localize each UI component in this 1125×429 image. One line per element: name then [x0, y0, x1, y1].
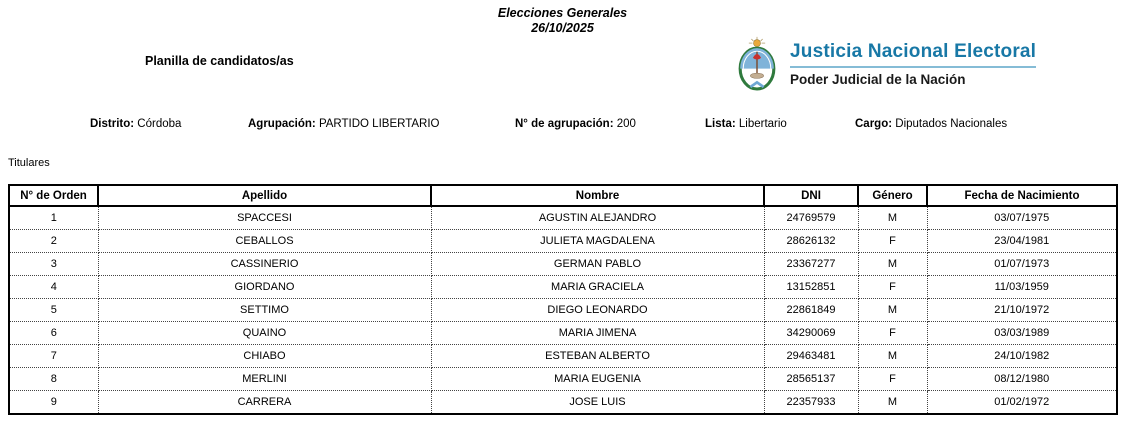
col-header-genero: Género: [858, 185, 927, 206]
cell-dni: 22357933: [764, 391, 858, 415]
logo-underline: [790, 66, 1036, 68]
jne-logo: [733, 36, 1036, 92]
cell-fecha: 11/03/1959: [927, 276, 1117, 299]
cell-apellido: CASSINERIO: [98, 253, 431, 276]
col-header-fecha: Fecha de Nacimiento: [927, 185, 1117, 206]
cell-nombre: MARIA EUGENIA: [431, 368, 764, 391]
cell-nombre: GERMAN PABLO: [431, 253, 764, 276]
page-title-date: 26/10/2025: [531, 21, 594, 35]
cell-nombre: AGUSTIN ALEJANDRO: [431, 206, 764, 230]
cell-genero: F: [858, 230, 927, 253]
cell-apellido: MERLINI: [98, 368, 431, 391]
cell-apellido: QUAINO: [98, 322, 431, 345]
col-header-apellido: Apellido: [98, 185, 431, 206]
cell-apellido: GIORDANO: [98, 276, 431, 299]
cell-orden: 5: [9, 299, 98, 322]
cell-orden: 9: [9, 391, 98, 415]
cell-nombre: MARIA JIMENA: [431, 322, 764, 345]
cell-orden: 8: [9, 368, 98, 391]
table-row: [9, 206, 1117, 230]
table-row: [9, 299, 1117, 322]
cell-nombre: DIEGO LEONARDO: [431, 299, 764, 322]
info-numero-agrupacion-label: N° de agrupación:: [515, 118, 614, 130]
cell-apellido: SPACCESI: [98, 206, 431, 230]
cell-fecha: 08/12/1980: [927, 368, 1117, 391]
info-lista-value: Libertario: [738, 118, 787, 130]
info-numero-agrupacion-value: 200: [616, 118, 636, 130]
cell-dni: 28565137: [764, 368, 858, 391]
cell-fecha: 01/07/1973: [927, 253, 1117, 276]
info-cargo: [855, 118, 1007, 130]
info-lista-label: Lista:: [705, 118, 736, 130]
cell-orden: 4: [9, 276, 98, 299]
cell-orden: 3: [9, 253, 98, 276]
cell-dni: 23367277: [764, 253, 858, 276]
cell-fecha: 24/10/1982: [927, 345, 1117, 368]
info-agrupacion-value: PARTIDO LIBERTARIO: [318, 118, 440, 130]
cell-fecha: 01/02/1972: [927, 391, 1117, 415]
cell-dni: 28626132: [764, 230, 858, 253]
table-row: [9, 276, 1117, 299]
cell-fecha: 03/07/1975: [927, 206, 1117, 230]
cell-genero: M: [858, 299, 927, 322]
cell-fecha: 23/04/1981: [927, 230, 1117, 253]
col-header-nombre: Nombre: [431, 185, 764, 206]
section-label-titulares: Titulares: [8, 157, 50, 169]
page-title: Elecciones Generales: [497, 6, 628, 20]
cell-orden: 1: [9, 206, 98, 230]
info-distrito-label: Distrito:: [90, 118, 135, 130]
cell-fecha: 03/03/1989: [927, 322, 1117, 345]
logo-text-block: [790, 41, 1036, 87]
cell-genero: F: [858, 322, 927, 345]
table-row: [9, 230, 1117, 253]
cell-dni: 34290069: [764, 322, 858, 345]
col-header-orden: N° de Orden: [9, 185, 98, 206]
info-cargo-value: Diputados Nacionales: [895, 118, 1008, 130]
org-subtitle: Poder Judicial de la Nación: [790, 72, 966, 87]
table-row: [9, 391, 1117, 415]
table-row: [9, 345, 1117, 368]
cell-genero: F: [858, 368, 927, 391]
info-distrito: [90, 118, 181, 130]
info-agrupacion: [248, 118, 440, 130]
cell-apellido: CHIABO: [98, 345, 431, 368]
table-row: [9, 322, 1117, 345]
cell-genero: M: [858, 253, 927, 276]
table-row: [9, 368, 1117, 391]
coat-of-arms-icon: [733, 36, 781, 92]
cell-nombre: JOSE LUIS: [431, 391, 764, 415]
cell-dni: 22861849: [764, 299, 858, 322]
cell-apellido: CARRERA: [98, 391, 431, 415]
cell-apellido: SETTIMO: [98, 299, 431, 322]
document-subtitle: Planilla de candidatos/as: [145, 54, 294, 68]
candidates-table: [8, 184, 1118, 415]
cell-orden: 6: [9, 322, 98, 345]
cell-orden: 7: [9, 345, 98, 368]
cell-genero: M: [858, 345, 927, 368]
info-agrupacion-label: Agrupación:: [248, 118, 316, 130]
col-header-dni: DNI: [764, 185, 858, 206]
cell-genero: M: [858, 391, 927, 415]
cell-genero: M: [858, 206, 927, 230]
cell-apellido: CEBALLOS: [98, 230, 431, 253]
cell-dni: 24769579: [764, 206, 858, 230]
table-header-row: [9, 185, 1117, 206]
cell-dni: 13152851: [764, 276, 858, 299]
document-title: [0, 6, 1125, 36]
cell-fecha: 21/10/1972: [927, 299, 1117, 322]
info-cargo-label: Cargo:: [855, 118, 893, 130]
info-lista: [705, 118, 787, 130]
cell-orden: 2: [9, 230, 98, 253]
info-distrito-value: Córdoba: [137, 118, 182, 130]
org-name: Justicia Nacional Electoral: [790, 41, 1037, 62]
cell-nombre: ESTEBAN ALBERTO: [431, 345, 764, 368]
table-row: [9, 253, 1117, 276]
info-numero-agrupacion: [515, 118, 636, 130]
cell-nombre: MARIA GRACIELA: [431, 276, 764, 299]
cell-genero: F: [858, 276, 927, 299]
cell-dni: 29463481: [764, 345, 858, 368]
cell-nombre: JULIETA MAGDALENA: [431, 230, 764, 253]
